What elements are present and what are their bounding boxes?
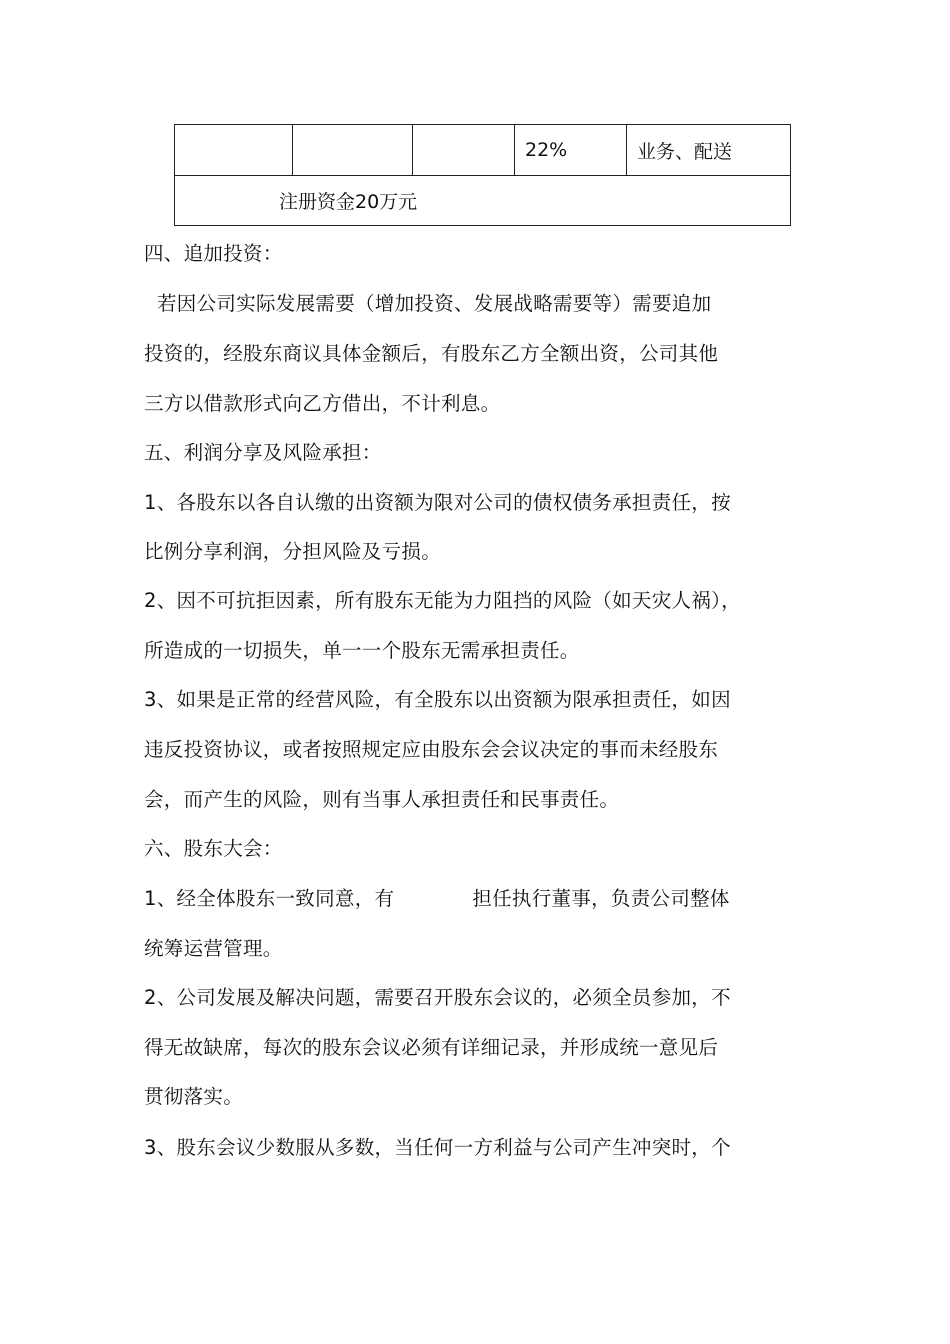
table-cell (413, 125, 515, 176)
paragraph-line: 3、如果是正常的经营风险，有全股东以出资额为限承担责任，如因 (144, 688, 731, 711)
paragraph-line: 若因公司实际发展需要（增加投资、发展战略需要等）需要追加 (144, 292, 712, 315)
paragraph-line: 会，而产生的风险，则有当事人承担责任和民事责任。 (144, 788, 620, 811)
paragraph-line: 贯彻落实。 (144, 1085, 244, 1108)
paragraph-line (144, 884, 730, 914)
table-cell (293, 125, 413, 176)
director-text-before: 1、经全体股东一致同意，有 (144, 887, 395, 910)
table-row (175, 125, 791, 176)
paragraph-line: 投资的，经股东商议具体金额后，有股东乙方全额出资，公司其他 (144, 342, 719, 365)
paragraph-line: 2、公司发展及解决问题，需要召开股东会议的，必须全员参加，不 (144, 986, 731, 1009)
table-row (175, 176, 791, 226)
section-heading: 五、利润分享及风险承担： (144, 441, 382, 464)
paragraph-line: 3、股东会议少数服从多数，当任何一方利益与公司产生冲突时，个 (144, 1136, 731, 1159)
section-heading: 四、追加投资： (144, 242, 283, 265)
registered-capital-cell: 注册资金20万元 (175, 176, 791, 226)
shareholder-table (174, 124, 791, 226)
paragraph-line: 2、因不可抗拒因素，所有股东无能为力阻挡的风险（如天灾人祸）， (144, 589, 741, 612)
share-percent-cell: 22% (515, 125, 627, 176)
table-cell (175, 125, 293, 176)
paragraph-line: 比例分享利润，分担风险及亏损。 (144, 540, 442, 563)
paragraph-line: 得无故缺席，每次的股东会议必须有详细记录，并形成统一意见后 (144, 1036, 719, 1059)
paragraph-line: 1、各股东以各自认缴的出资额为限对公司的债权债务承担责任，按 (144, 491, 731, 514)
director-text-after: 担任执行董事，负责公司整体 (472, 887, 730, 910)
section-heading: 六、股东大会： (144, 837, 283, 860)
paragraph-line: 所造成的一切损失，单一一个股东无需承担责任。 (144, 639, 580, 662)
paragraph-line: 三方以借款形式向乙方借出，不计利息。 (144, 392, 501, 415)
paragraph-line: 违反投资协议，或者按照规定应由股东会会议决定的事而未经股东 (144, 738, 719, 761)
duty-cell: 业务、配送 (627, 125, 791, 176)
paragraph-line: 统筹运营管理。 (144, 937, 283, 960)
